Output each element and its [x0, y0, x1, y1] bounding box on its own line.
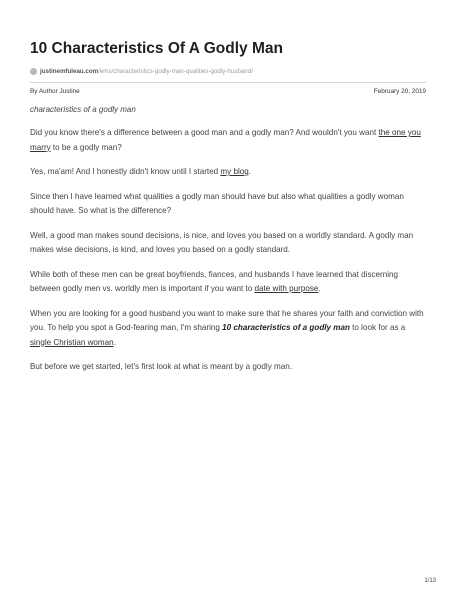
paragraph-2 — [30, 165, 426, 180]
paragraph-5 — [30, 268, 426, 297]
paragraph-text: to be a godly man? — [50, 142, 122, 152]
paragraph-text: . — [113, 337, 116, 347]
paragraph-3 — [30, 190, 426, 219]
link-my-blog[interactable]: my blog — [220, 167, 249, 176]
emphasis-text: 10 characteristics of a godly man — [222, 323, 350, 332]
paragraph-text: . — [318, 284, 321, 293]
paragraph-text: Yes, ma'am! And I honestly didn't know until I started — [30, 167, 221, 176]
paragraph-text: Well, a good man makes sound decisions, is nice, and loves you based on a worldly standard. A godly man makes wise decisions, is kind, and loves you based on a godly standard. — [30, 230, 414, 254]
paragraph-text: But before we get started, let's first look at what is meant by a godly man. — [30, 362, 293, 371]
page-number: 1/13 — [424, 578, 436, 584]
link-single-christian-woman[interactable]: single Christian woman — [30, 337, 114, 347]
paragraph-text: When you are looking for a good husband you want to make sure that he shares your faith and conviction with you. To help you spot a God-fearing man, I'm sharing — [30, 308, 424, 332]
publish-date: February 20, 2019 — [373, 88, 426, 95]
author-label: By Author Justine — [30, 88, 80, 95]
document-page — [30, 0, 426, 375]
paragraph-6 — [30, 307, 426, 351]
paragraph-text: . — [248, 167, 251, 176]
paragraph-text: While both of these men can be great boyfriends, fiances, and husbands I have learned that discerning between godly men vs. worldly men is important if you want to — [30, 269, 399, 293]
url-path[interactable]: /ems/characteristics-godly-man-qualities-godly-husband/ — [98, 67, 253, 75]
source-url-bar — [30, 64, 426, 83]
paragraph-1 — [30, 126, 426, 155]
url-domain[interactable]: justinemfuleau.com — [40, 67, 99, 75]
paragraph-text: Since then I have learned what qualities a godly man should have but also what qualities a godly woman should have. So what is the difference? — [30, 191, 404, 215]
link-date-with-purpose[interactable]: date with purpose — [254, 284, 319, 293]
paragraph-4 — [30, 229, 426, 258]
link-the-one-you-marry[interactable]: the one you marry — [30, 128, 421, 152]
paragraph-text: Did you know there's a difference between a good man and a godly man? And wouldn't you want — [30, 128, 379, 137]
image-caption: characteristics of a godly man — [30, 105, 136, 114]
paragraph-7 — [30, 360, 426, 375]
article-title: 10 Characteristics Of A Godly Man — [30, 40, 283, 57]
article-meta — [30, 87, 426, 96]
globe-icon — [30, 68, 37, 75]
paragraph-text: to look for as a — [349, 323, 406, 332]
